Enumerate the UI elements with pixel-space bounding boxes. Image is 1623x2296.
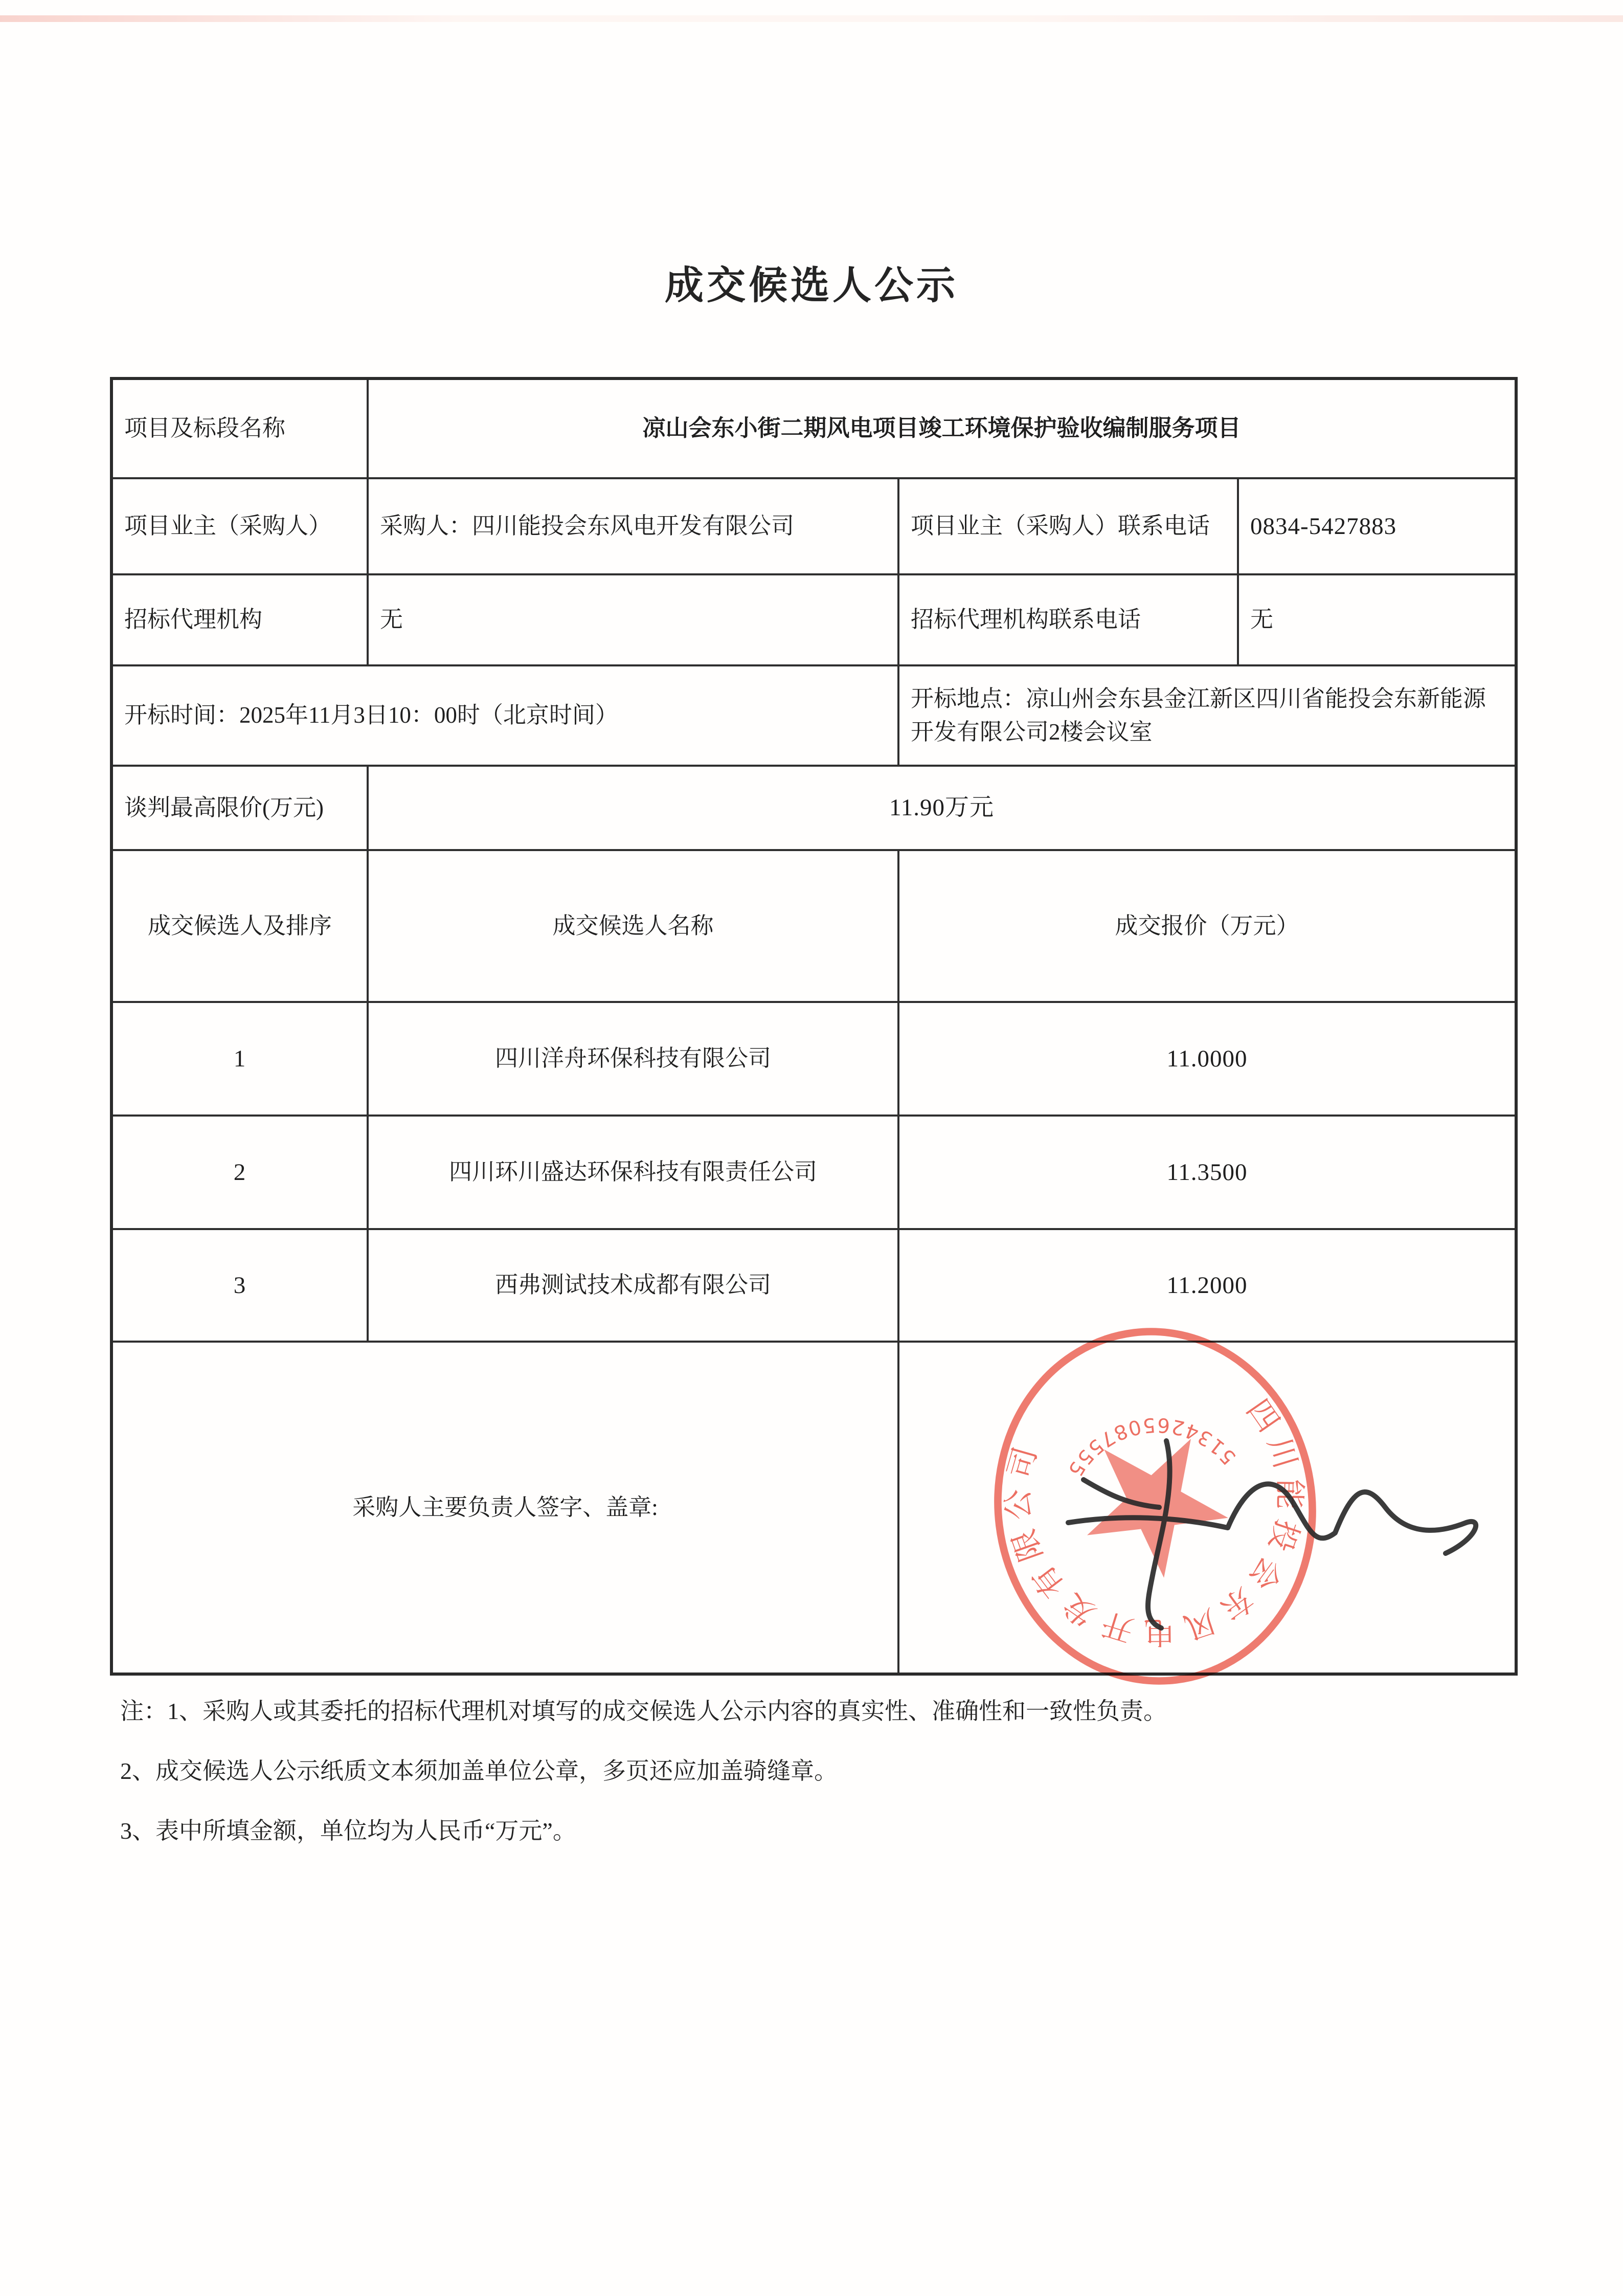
agency-label: 招标代理机构 — [111, 574, 368, 665]
note-line: 2、成交候选人公示纸质文本须加盖单位公章，多页还应加盖骑缝章。 — [120, 1757, 838, 1784]
table-header-row — [111, 850, 1516, 1002]
footnotes — [120, 1698, 1531, 1878]
candidate-price: 11.2000 — [898, 1229, 1516, 1342]
header-price: 成交报价（万元） — [898, 850, 1516, 1002]
candidate-row — [111, 1002, 1516, 1116]
scan-artifact-streak — [0, 15, 1623, 22]
bid-open-time: 开标时间：2025年11月3日10：00时（北京时间） — [111, 665, 898, 766]
candidate-rank: 1 — [111, 1002, 368, 1116]
candidate-name: 四川洋舟环保科技有限公司 — [368, 1002, 898, 1116]
candidate-rank: 2 — [111, 1116, 368, 1229]
candidate-row — [111, 1116, 1516, 1229]
owner-phone-value: 0834-5427883 — [1238, 478, 1516, 574]
seal-number-text: 5134265087555 — [1062, 1413, 1241, 1483]
announcement-table — [110, 377, 1518, 1676]
owner-phone-label: 项目业主（采购人）联系电话 — [898, 478, 1238, 574]
signature-row — [111, 1342, 1516, 1674]
header-name: 成交候选人名称 — [368, 850, 898, 1002]
page-title: 成交候选人公示 — [665, 262, 958, 308]
table-row — [111, 478, 1516, 574]
table-row — [111, 766, 1516, 850]
candidate-name: 西弗测试技术成都有限公司 — [368, 1229, 898, 1342]
header-rank: 成交候选人及排序 — [111, 850, 368, 1002]
max-price-label: 谈判最高限价(万元) — [111, 766, 368, 850]
owner-label: 项目业主（采购人） — [111, 478, 368, 574]
table-row — [111, 574, 1516, 665]
agency-phone-value: 无 — [1238, 574, 1516, 665]
seal-cell — [898, 1342, 1516, 1674]
candidate-name: 四川环川盛达环保科技有限责任公司 — [368, 1116, 898, 1229]
table-row — [111, 378, 1516, 478]
note-line: 3、表中所填金额，单位均为人民币“万元”。 — [120, 1817, 576, 1844]
agency-value: 无 — [368, 574, 898, 665]
max-price-value: 11.90万元 — [368, 766, 1516, 850]
project-name-label: 项目及标段名称 — [111, 378, 368, 478]
agency-phone-label: 招标代理机构联系电话 — [898, 574, 1238, 665]
seal-company-text: 四川能投会东风电开发有限公司 — [1000, 1393, 1308, 1650]
candidate-rank: 3 — [111, 1229, 368, 1342]
candidate-price: 11.3500 — [898, 1116, 1516, 1229]
bid-open-place: 开标地点：凉山州会东县金江新区四川省能投会东新能源开发有限公司2楼会议室 — [898, 665, 1516, 766]
sign-label: 采购人主要负责人签字、盖章: — [111, 1342, 898, 1674]
note-line: 注：1、采购人或其委托的招标代理机对填写的成交候选人公示内容的真实性、准确性和一致性负责。 — [120, 1698, 1167, 1724]
table-row — [111, 665, 1516, 766]
owner-value: 采购人：四川能投会东风电开发有限公司 — [368, 478, 898, 574]
project-name-value: 凉山会东小街二期风电项目竣工环境保护验收编制服务项目 — [368, 378, 1516, 478]
candidate-price: 11.0000 — [898, 1002, 1516, 1116]
handwritten-signature — [1007, 1419, 1498, 1639]
